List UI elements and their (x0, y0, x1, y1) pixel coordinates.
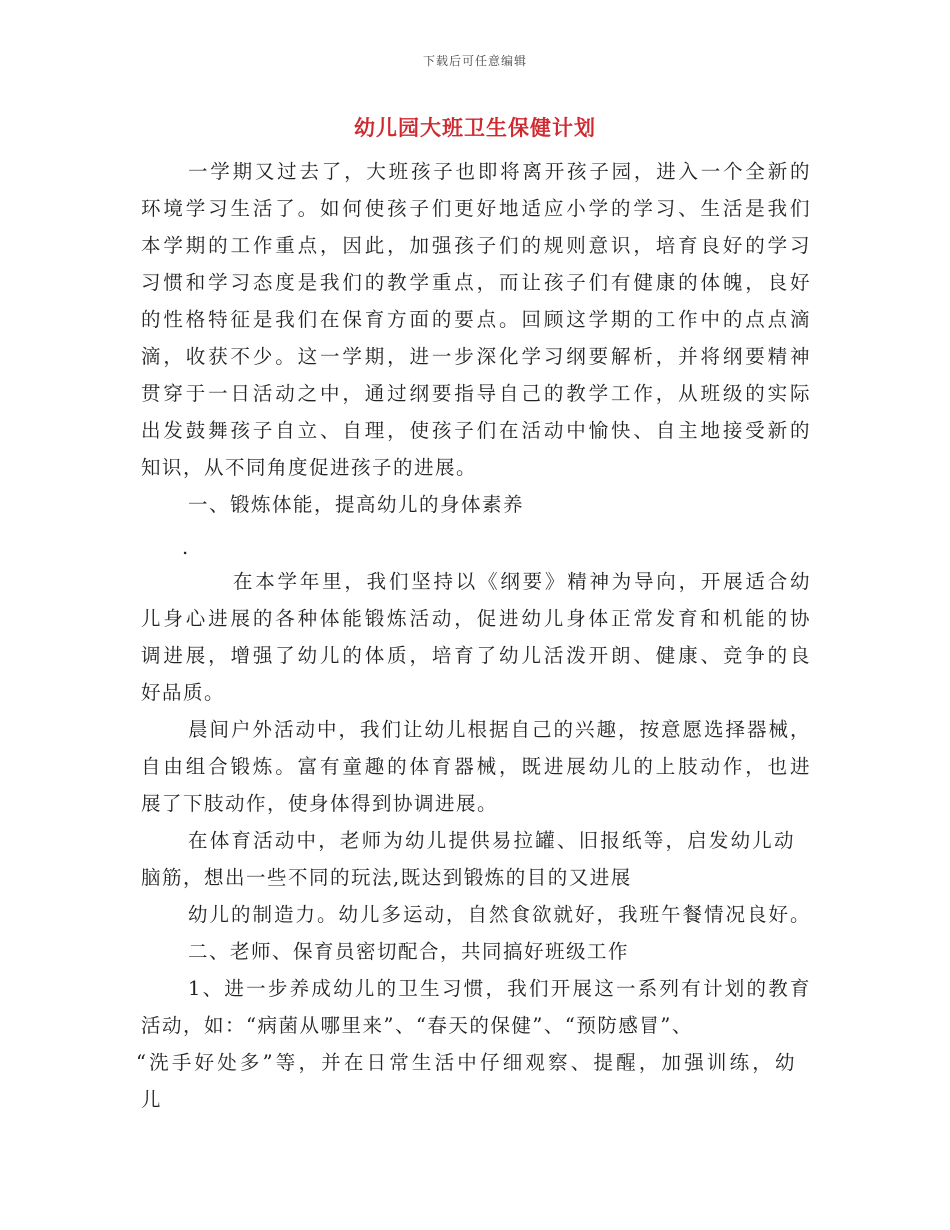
body-line-21: 活动，如：“病菌从哪里来”、“春天的保健”、“预防感冒”、 (141, 1014, 693, 1037)
document-title: 幼儿园大班卫生保健计划 (354, 115, 596, 140)
body-line-11: 儿身心进展的各种体能锻炼活动，促进幼儿身体正常发育和机能的协 (141, 607, 811, 630)
body-line-8: 出发鼓舞孩子自立、自理，使孩子们在活动中愉快、自主地接受新的 (141, 419, 811, 442)
body-line-1: 一学期又过去了，大班孩子也即将离开孩子园，进入一个全新的 (188, 160, 811, 183)
body-line-20: 1、进一步养成幼儿的卫生习惯，我们开展这一系列有计划的教育 (188, 977, 811, 1000)
body-line-22: “洗手好处多”等，并在日常生活中仔细观察、提醒，加强训练，幼 (136, 1051, 796, 1074)
body-line-2: 环境学习生活了。如何使孩子们更好地适应小学的学习、生活是我们 (141, 197, 811, 220)
body-line-6: 滴，收获不少。这一学期，进一步深化学习纲要解析，并将纲要精神 (141, 345, 811, 368)
body-line-23: 儿 (141, 1088, 163, 1111)
body-line-7: 贯穿于一日活动之中，通过纲要指导自己的教学工作，从班级的实际 (141, 382, 811, 405)
body-line-10: 在本学年里，我们坚持以《纲要》精神为导向，开展适合幼 (233, 570, 811, 593)
body-line-19: 幼儿的制造力。幼儿多运动，自然食欲就好，我班午餐情况良好。 (188, 903, 811, 926)
body-line-12: 调进展，增强了幼儿的体质，培育了幼儿活泼开朗、健康、竞争的良 (141, 644, 811, 667)
body-line-5: 的性格特征是我们在保育方面的要点。回顾这学期的工作中的点点滴 (141, 308, 811, 331)
stray-dot: . (182, 536, 190, 559)
header-note: 下载后可任意编辑 (422, 54, 527, 68)
body-line-18: 脑筋，想出一些不同的玩法,既达到锻炼的目的又进展 (141, 866, 632, 889)
body-line-14: 晨间户外活动中，我们让幼儿根据自己的兴趣，按意愿选择器械， (188, 718, 811, 741)
body-line-17: 在体育活动中，老师为幼儿提供易拉罐、旧报纸等，启发幼儿动 (188, 829, 795, 852)
body-line-3: 本学期的工作重点，因此，加强孩子们的规则意识，培育良好的学习 (141, 234, 811, 257)
body-line-15: 自由组合锻炼。富有童趣的体育器械，既进展幼儿的上肢动作，也进 (141, 755, 811, 778)
body-line-9: 知识，从不同角度促进孩子的进展。 (141, 456, 478, 479)
body-line-13: 好品质。 (141, 681, 226, 704)
section-heading-1: 一、锻炼体能，提高幼儿的身体素养 (188, 493, 525, 516)
body-line-4: 习惯和学习态度是我们的教学重点，而让孩子们有健康的体魄，良好 (141, 271, 811, 294)
section-heading-2: 二、老师、保育员密切配合，共同搞好班级工作 (188, 940, 630, 963)
body-line-16: 展了下肢动作，使身体得到协调进展。 (141, 792, 499, 815)
